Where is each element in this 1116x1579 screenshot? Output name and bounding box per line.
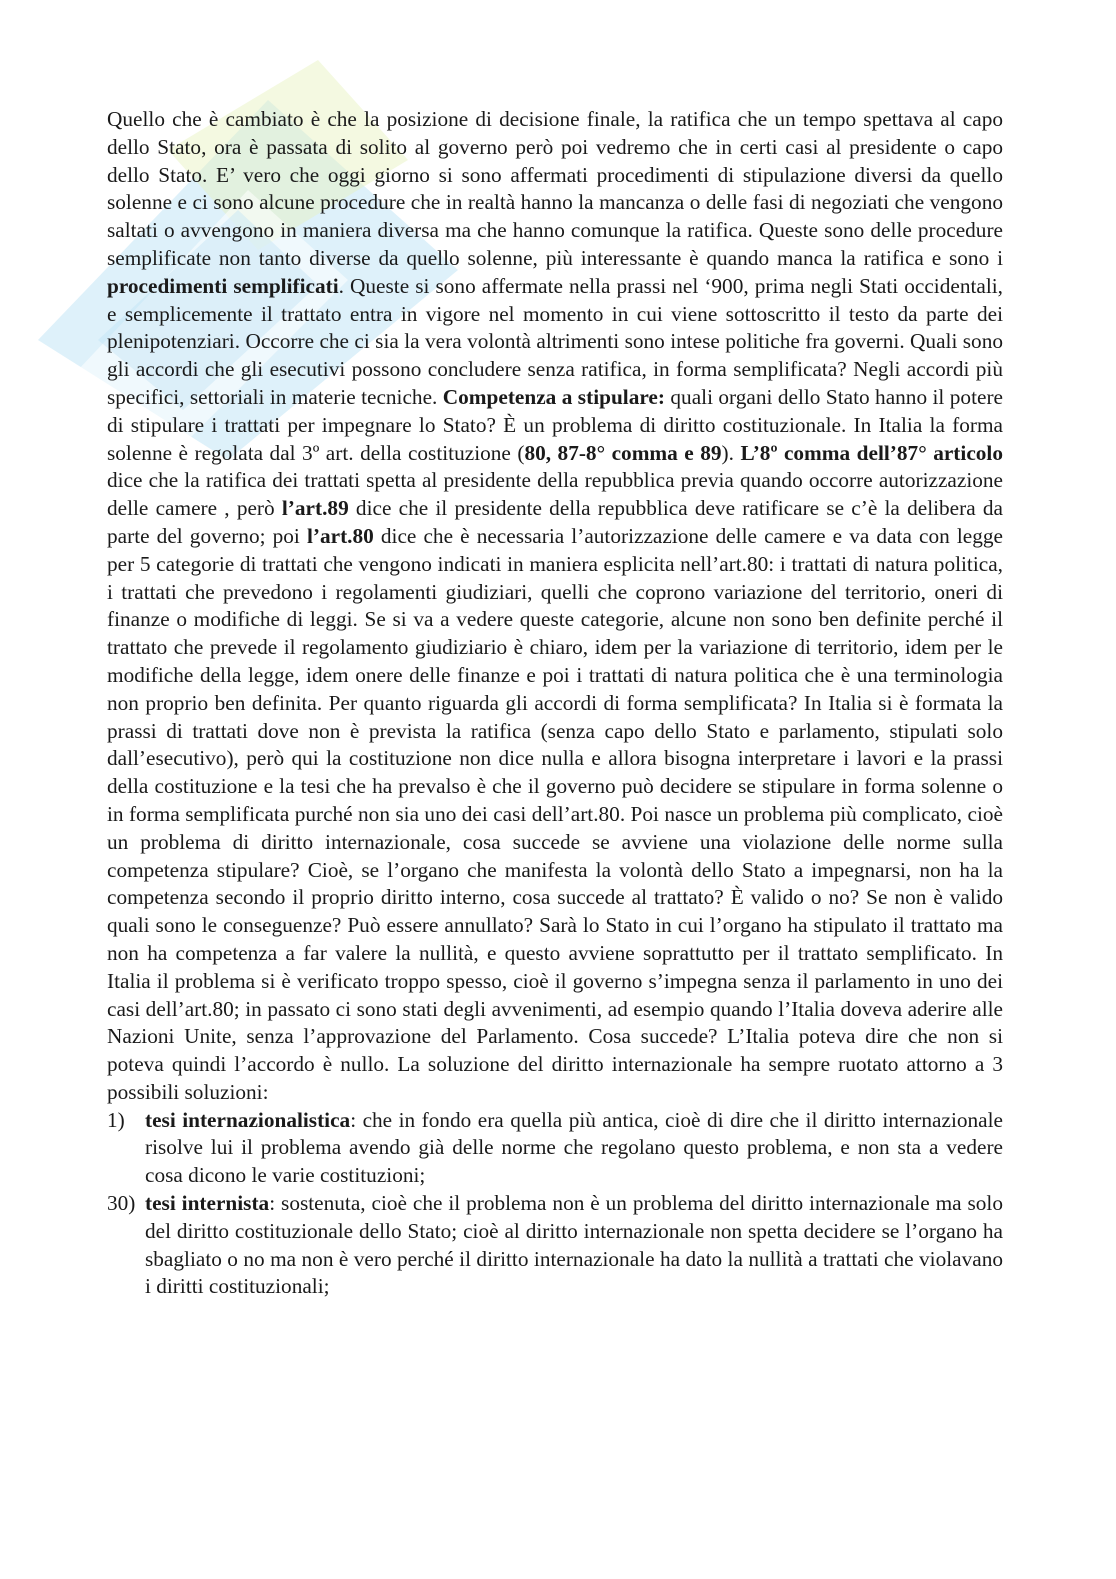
text-run: . Queste si sono affermate nella prassi nel ‘900, prima negli Stati occidentali, e semplicemente il trattato entra in vigore nel momento in cui viene sottoscritto il testo da parte dei plenipotenziari. Occorre che ci sia la vera volontà altrimenti sono intese politiche fra governi. Quali sono gli accordi che gli esecutivi possono concludere senza ratifica, in forma semplificata? Negli accordi più specifici, settoriali in materie tecniche. <box>107 273 1003 409</box>
document-page <box>107 106 1003 1301</box>
bold-term: Competenza a stipulare: <box>442 384 665 409</box>
list-term: tesi internazionalistica <box>145 1107 351 1132</box>
text-run: dice che la ratifica dei trattati spetta al presidente della repubblica previa quando occorre autorizzazione delle camere , però <box>107 468 1003 521</box>
bold-term: l’art.89 <box>281 496 349 521</box>
bold-term: l’art.80 <box>306 523 374 548</box>
text-run: dice che è necessaria l’autorizzazione delle camere e va data con legge per 5 categorie di trattati che vengono indicati in maniera esplicita nell’art.80: i trattati di natura politica, i trattati che prevedono i regolamenti giudiziari, quelli che coprono variazione del territorio, oneri di finanze o modifiche di leggi. Se si va a vedere queste categorie, alcune non sono ben definite perché il trattato che prevede il regolamento giudiziario è chiaro, idem per la variazione di territorio, idem per le modifiche della legge, idem onere delle finanze e poi i trattati di natura politica che è una terminologia non proprio ben definita. Per quanto riguarda gli accordi di forma semplificata? In Italia si è formata la prassi di trattati dove non è prevista la ratifica (senza capo dello Stato e parlamento, stipulati solo dall’esecutivo), però qui la costituzione non dice nulla e allora bisogna interpretare i lavori e la prassi della costituzione e la tesi che ha prevalso è che il governo può decidere se stipulare in forma solenne o in forma semplificata purché non sia uno dei casi dell’art.80. Poi nasce un problema più complicato, cioè un problema di diritto internazionale, cosa succede se avviene una violazione delle norme sulla competenza stipulare? Cioè, se l’organo che manifesta la volontà dello Stato a impegnarsi, non ha la competenza secondo il proprio diritto interno, cosa succede al trattato? È valido o no? Se non è valido quali sono le conseguenze? Può essere annullato? Sarà lo Stato in cui l’organo ha stipulato il trattato ma non ha competenza a far valere la nullità, e questo avviene soprattutto per il trattato semplificato. In Italia il problema si è verificato troppo spesso, cioè il governo s’impegna senza il parlamento in uno dei casi dell’art.80; in passato ci sono stati degli avvenimenti, ad esempio quando l’Italia doveva aderire alle Nazioni Unite, senza l’approvazione del Parlamento. Cosa succede? L’Italia poteva dire che non si poteva quindi l’accordo è nullo. La soluzione del diritto internazionale ha sempre ruotato attorno a 3 possibili soluzioni: <box>107 523 1003 1104</box>
list-text: : sostenuta, cioè che il problema non è un problema del diritto internazionale ma solo del diritto costituzionale dello Stato; cioè al diritto internazionale non spetta decidere se l’organo ha sbagliato o no ma non è vero perché il diritto internazionale ha dato la nullità a trattati che violavano i diritti costituzionali; <box>145 1191 1003 1299</box>
text-run: quali organi dello Stato hanno il potere di stipulare i trattati per impegnare lo Stato? È un problema di diritto costituzionale. In Italia la forma solenne è regolata dal 3º art. della costituzione ( <box>107 384 1003 465</box>
text-run: Quello che è cambiato è che la posizione di decisione finale, la ratifica che un tempo spettava al capo dello Stato, ora è passata di solito al governo però poi vedremo che in certi casi al presidente o capo dello Stato. E’ vero che oggi giorno si sono affermati procedimenti di stipulazione diversi da quello solenne e ci sono alcune procedure che in realtà hanno la mancanza o delle fasi di negoziati che vengono saltati o avvengono in maniera diversa ma che hanno comunque la ratifica. Queste sono delle procedure semplificate non tanto diverse da quello solenne, più interessante è quando manca la ratifica e sono i <box>107 107 1003 270</box>
list-text: : che in fondo era quella più antica, cioè di dire che il diritto internazionale risolve lui il problema avendo già delle norme che regolano questo problema, e non sta a vedere cosa dicono le varie costituzioni; <box>145 1107 1003 1188</box>
list-item <box>107 1107 1003 1190</box>
bold-term: L’8º comma dell’87° articolo <box>740 440 1003 465</box>
list-term: tesi internista <box>145 1191 270 1216</box>
bold-term: procedimenti semplificati <box>107 273 339 298</box>
text-run: ). <box>721 440 741 465</box>
list-item <box>107 1190 1003 1301</box>
bold-term: 80, 87-8° comma e 89 <box>524 440 722 465</box>
list-number: 1) <box>107 1107 125 1132</box>
text-run: dice che il presidente della repubblica deve ratificare se c’è la delibera da parte del governo; poi <box>107 496 1003 548</box>
body-paragraph <box>107 106 1003 1107</box>
numbered-list <box>107 1107 1003 1302</box>
list-number: 30) <box>107 1191 136 1216</box>
